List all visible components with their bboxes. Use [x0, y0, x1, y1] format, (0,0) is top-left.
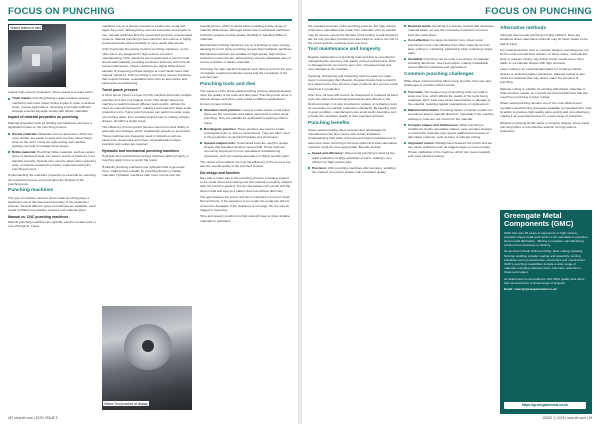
sponsor-box — [500, 210, 592, 414]
paragraph: Mechanical punching machines rely on a flywheel to store energy, allowing for much faster punching speeds than hydraulic machines. Mechanical machines are suitable for high-speed, high-volume production environments, although they are less adaptable when it comes to thicker or harder materials. — [200, 43, 293, 65]
paragraph: For small production runs or complex designs, punching may not be the most cost-effective solution. In these cases, methods like laser or waterjet cutting may deliver better results due to their ability to cut intricate shapes with high precision. — [500, 48, 589, 65]
sponsor-email[interactable]: Email: sales@greengatemetal.co.uk — [504, 287, 557, 292]
left-page — [0, 0, 298, 424]
paragraph: Dies play a major role in the punching process, providing support to the metal sheet and making sure the material is properly shaped after the punch is applied. The die sits between the punch and the sheet metal and acts as a pattern that cuts without deformity. — [200, 175, 292, 193]
right-column-1 — [308, 24, 398, 176]
sponsor-url-link[interactable]: https://greengatemetal.co.uk — [504, 402, 586, 409]
paragraph: Choosing the right machine depends upon factors such as the type of material, required production speed and the complexity of the punched part. — [200, 66, 292, 80]
section-heading: Common punching challenges — [404, 71, 474, 77]
left-column-2 — [102, 24, 192, 180]
list-item: Tool wear: The frequent use of punching tools can lead to wear over time, which affects the quality of the parts being produced. Worn tools may cause inaccuracies or damage to the material, requiring regular maintenance or replacement. — [404, 90, 494, 107]
list-item: Versatility: Punching can be used on a variety of materials including aluminium, steel and copper, making it adaptable across different industries and applications. — [404, 57, 494, 70]
bullet-list — [308, 151, 398, 174]
paragraph: require high-volume production, where speed is a major factor. — [8, 90, 94, 94]
subheading: Hydraulic and mechanical punching machines — [102, 148, 180, 153]
masthead-right: FOCUS ON PUNCHING — [485, 6, 592, 17]
paragraph: Manual punching machines are typically used for smaller jobs or one-off projects. These — [8, 220, 96, 229]
list-item: Thick metals: Punching thicker metals requires stronger machinery and more power during impact in order to achieve clean, precise perforations. Choosing a tool with sufficient tonnage ensures accurate results with thicker materials. — [8, 96, 96, 113]
right-page — [302, 0, 600, 424]
right-column-2 — [404, 24, 494, 160]
list-item: Complex shapes and thicknesses: While punching is suitable for simple repeatable shapes, more complex designs or extra-thick materials may require additional processes or alternative methods, such as laser or waterjet cutting. — [404, 123, 494, 140]
paragraph: Laser cutting is an essential alternative for creating intricate shapes or achieving tighter tolerances. Waterjet cutting is also useful for materials that may distort under the pressure of punching. — [500, 67, 585, 85]
sponsor-text — [504, 231, 588, 292]
list-item: Rectangular punches: These punches are used to create rectangular holes or slots in metal sheets. They are often used in the production of electrical brackets and enclosures. — [200, 127, 292, 140]
paragraph: A turret punch press is a type of CNC machine that holds multiple punches and dies in a rotating turret. This design allows the machine to switch between different tools quickly, without the need for manual intervention, making it well suited for large-scale production runs. Turret punch presses can perform a wide range of punching tasks, from creating simple holes to cutting complex shapes, all within a single setup. — [102, 93, 192, 123]
bullet-list — [8, 96, 96, 113]
paragraph: Hydraulic and mechanical punching machines differ primarily in how they apply force to punch the metal. — [102, 154, 189, 163]
list-item: Alignment issues: Misalignment between the punch and die can cause problems such as ragged edges or uneven holes. Proper calibration of the machine, which can mean regularly and more cautious testing. — [404, 141, 494, 158]
sponsor-title: Greengate Metal Components (GMC) — [504, 211, 574, 229]
left-column-1 — [8, 90, 96, 231]
paragraph: Material properties such as ductility and hardness can have a significant impact on the punching process: — [8, 120, 92, 130]
punches-photo-caption: Wilson Tool punches at display — [104, 401, 148, 406]
subheading: Turret punch presses — [102, 87, 138, 92]
masthead-rule-right — [308, 19, 592, 21]
dies-photo-caption: Vested bottom of dies — [10, 25, 41, 30]
paragraph: Although sheet metal punching is highly efficient, there are situations where alternative methods may be better suited to the task at hand. — [500, 33, 588, 46]
paragraph: Waterjet cutting is suitable for working with thicker materials or heat-sensitive metals, as it avoids the thermal distortion that can result from punching or laser cutting. — [500, 86, 588, 99]
subheading: Impact of material properties on punching — [8, 115, 79, 120]
paragraph: Over time, all tools will need to be sharpened or replaced as blunt tools can cause dimensional inaccuracies and defects in the finished product. It is also important to replace or resharpen tools as necessary to maintain production standards. By keeping tools in good condition, manufacturers can avoid costly downtime and provide the consistent quality of their punched products. — [308, 93, 398, 119]
paragraph: the repeated pressure of the punching process. For high-volume production, specialised die made from materials such as carbide may be used to extend the lifespan of the tooling. A well-designed die not only provides precision but also helps to reduce the risk of the punch and die, reducing wear over time. — [308, 24, 398, 45]
section-heading: Tool maintenance and longevity — [308, 47, 381, 53]
paragraph: Sheet metal punching offers several clear advantages for manufacturers but also comes with certain limitations. Understanding both sides of the process helps manufacturers to determine when punching is the best option and when alternative methods might be more appropriate. Benefits include: — [308, 127, 398, 149]
section-heading: Punching benefits — [308, 120, 350, 126]
paragraph: Time and speedy results from high-strength steel or other durable materials to withstand — [200, 214, 290, 223]
paragraph: While sheet metal punching offers many benefits, there are also challenges to consider which include: — [404, 78, 492, 88]
bullet-list — [8, 132, 96, 172]
punches-photo — [102, 306, 192, 410]
list-item: Brittle materials: Punching brittle materials, such as certain types of hardened steel, can lead to cracks or fractures if not handled correctly. Special care must be taken when selecting tools, so that the material is properly supported during the punching process. — [8, 150, 96, 171]
dies-photo — [8, 24, 66, 87]
paragraph: Hydraulic punching machines use hydraulic fluid to generate force, making them suitable for punching thicker or harder materials. Hydraulic machines offer more control over the — [102, 164, 185, 178]
list-item: Reduced waste: Punching is a precise method that minimises material waste, as only the necessary material is removed from the metal sheet. — [404, 24, 494, 37]
list-item: Special-shaped tools: Customised tools are used for unique shapes that standard punches cannot fulfil. These tools are commonly employed in more specialised manufacturing processes, such as creating decorative or highly specific parts. — [200, 141, 292, 158]
bullet-list — [404, 90, 494, 159]
section-heading: Punching machines — [8, 188, 54, 194]
paragraph: Its services include CNC punching, laser cutting, bending, forming, welding, powder coating and assembly, serving industries such as automotive, electronics and construction. GMC's punching capabilities include a wide range of materials including stainless steel, mild steel, aluminium, brass and copper. — [504, 249, 586, 275]
paragraph: Whether producing simple holes or complex shapes, sheet metal punching offers a cost-effective solution for high-volume production. — [500, 120, 589, 134]
section-heading: Alternative methods — [500, 26, 547, 31]
paragraph: GMC has over 30 years of experience in high-volume, precision sheet metal work and is a UK specialist in precision sheet metal fabrication, offering a complete manufacturing solution from prototype to delivery. — [504, 230, 588, 248]
list-item: Speed and efficiency: Sheet metal punching is ideal for the quick production of large quantities of parts, making it very efficient for high-volume jobs. — [308, 151, 398, 164]
paragraph: Its skilled team is accredited to ISO 9001 quality and offers fast turnaround for a broad range of projects. — [504, 276, 585, 285]
page-folio-left: 48 | www.sfn.com | 2025 | ISSUE 3 — [8, 416, 58, 420]
list-item: Standard round punches: Used to create simple round holes, these are the most basic and widely used tools in sheet metal punching. They are suitable for applications requiring uniform holes. — [200, 108, 292, 125]
paragraph: Regular maintenance of punching tools and dies is essential for maintaining the accuracy and quality of the punched parts. Worn or damaged tools can lead to poor cuts, increased scrap and even damage to the machine. — [308, 54, 397, 72]
paragraph: machines rely on a human operator to position the metal and apply the punch. Although they are less expensive and simpler to use, manual machines lack the speed and precision of automated systems. Manual punching is best suited for low-volume or highly customised work where flexibility is more useful than speed. — [102, 24, 192, 45]
bullet-list — [404, 24, 494, 70]
list-item: Ductile materials: Materials such as aluminium, which are more ductile, are easier to work with, but they cause faster wear on the tools. Using the right tooling and machine settings can help to manage these issues. — [8, 132, 96, 149]
paragraph: The success of the sheet metal punching process depends heavily upon the quality of the tools and dies used. Punching tools come in various shapes and sizes, each suited to different applications. Common types include: — [200, 88, 292, 106]
list-item: Precision: CNC punching machines offer accuracy, enabling the creation of complex shapes with consistent quality. — [308, 166, 398, 175]
left-column-3 — [200, 24, 292, 225]
paragraph: The gap between the punch and die is important to prevent metal flow and burrs. If the clearance is too small, the metal can deform or become damaged. If the clearance is too large, the cut may be ragged or imprecise. — [200, 195, 290, 212]
list-item: Material deformation: Punching thicker or harder metals can sometimes lead to material distortion, especially if the machine settings or tools are not correct for the material. — [404, 108, 494, 121]
paragraph: CNC (Computer Numerical Control) punching machines, on the other hand, are designed for high-volume, precision manufacturing. CNC machines are programmed to punch metal sheets automatically, providing consistent accuracy with minimal human intervention. These machines are highly efficient and capable of producing intricate designs at much faster rates than manual machines. CNC punching is commonly used in industries that require intricate, repeatable parts such as automotive and electronics manufacturing. — [102, 47, 192, 86]
paragraph: Cleaning, sharpening and inspecting tools for wear are major steps in prolonging their lifespan. Regular checks help to identify at a stage before they become major problems and prevent costly downtime in production. — [308, 73, 398, 91]
bullet-list — [200, 108, 292, 158]
list-item: Cost-effective: For large production runs, sheet metal punching is more cost-effective than other methods such as laser cutting or machining, particularly when producing simple parts. — [404, 38, 494, 55]
masthead-rule-left — [8, 19, 292, 21]
paragraph: The choice of tool affects not only the efficiency of the process but also the overall quality of the punched product. — [200, 159, 291, 169]
subheading: Manual vs. CNC punching machines — [8, 214, 69, 219]
paragraph: punching force, which is useful when punching a wide range of material thicknesses. Although slower than mechanical machines, hydraulic systems provide greater flexibility in handling different materials. — [200, 24, 290, 41]
right-column-3 — [500, 24, 592, 136]
masthead-left: FOCUS ON PUNCHING — [8, 6, 115, 17]
paragraph: Understanding the material's properties is essential for selecting the required pressure and prolonging the lifespan of the punching tools. — [8, 173, 96, 186]
paragraph: Sheet metal punching remains one of the most efficient and versatile manufacturing processes available to manufacturers, with its ability to produce high-quality parts quickly and cost-effectively, making it an essential process for a wide range of industries. — [500, 101, 592, 119]
subheading: Die design and function — [200, 170, 240, 175]
paragraph: The type of machine used for sheet metal punching plays a significant role in the speed and accuracy of the production process. Several different types of machines are available, each suited to different production volumes and material types. — [8, 195, 96, 213]
paragraph: The efficiency of turret punch presses stems from their ability to automate tool changes, which significantly speeds up production. These machines are frequently used in industries such as electronics, automotive and sheet metal fabrication where precision and output are required. — [102, 125, 192, 147]
page-folio-right: ISSUE 3 | 2025 | www.sfn.com | 49 — [542, 416, 592, 420]
section-heading: Punching tools and dies — [200, 81, 256, 87]
